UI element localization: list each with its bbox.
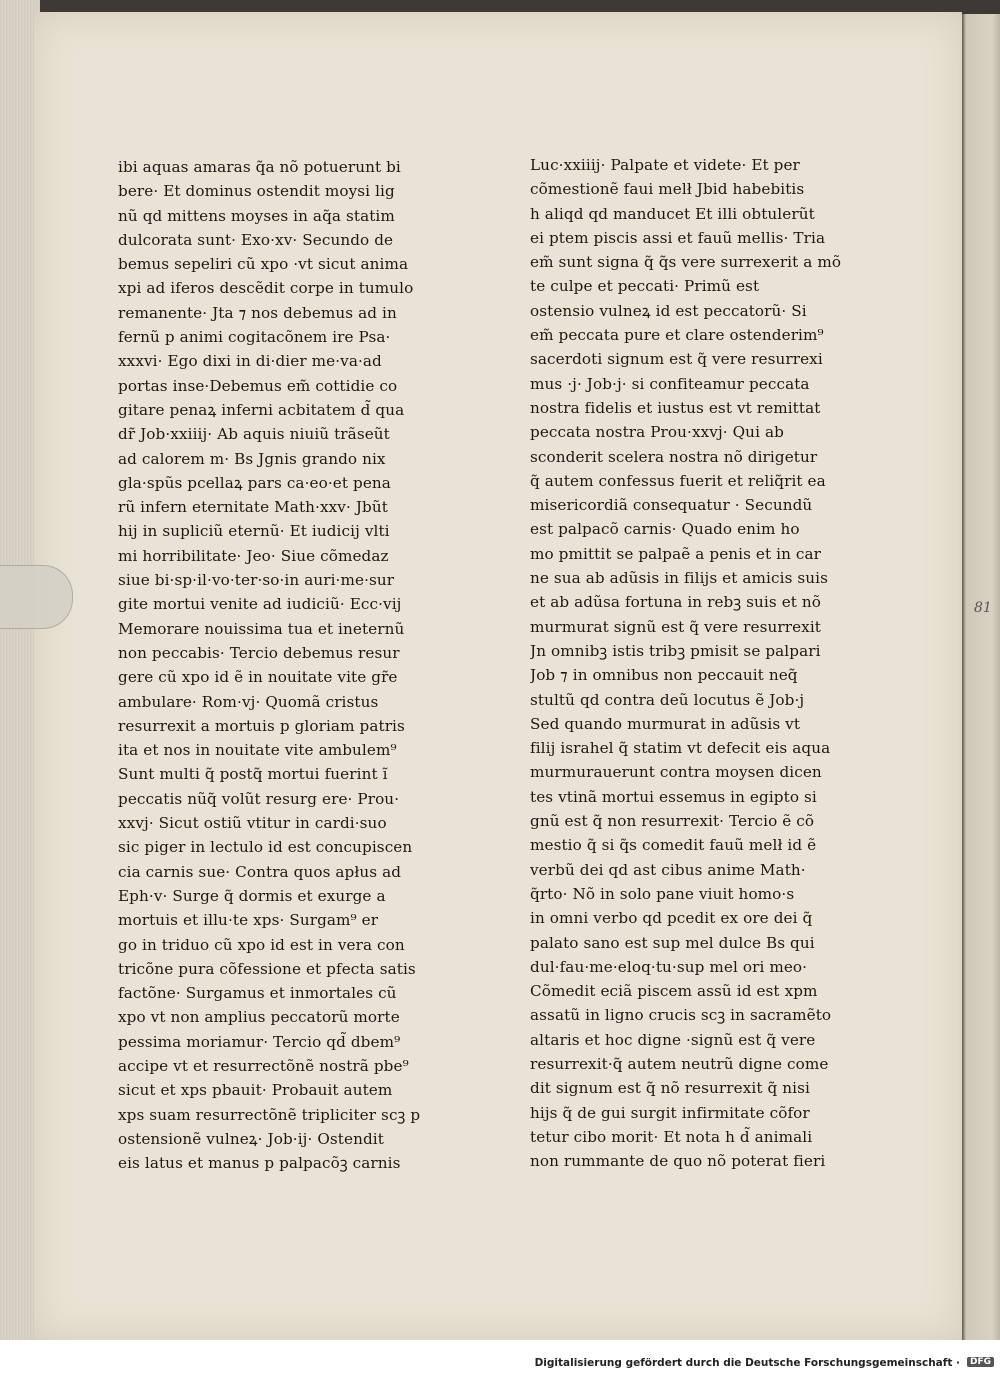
- text-line: q̃rto· Nõ in solo pane viuit homo·s: [530, 884, 795, 903]
- text-line: Sed quando murmurat in adũsis vt: [530, 714, 801, 733]
- text-line: gla·spũs pcellaꝝ pars ca·eo·et pena: [118, 473, 391, 492]
- text-line: Sunt multi q̃ postq̃ mortui fuerint ĩ: [118, 765, 388, 784]
- text-line: tricõne pura cõfessione et pfecta satis: [118, 959, 416, 978]
- text-line: em̃ peccata pure et clare ostenderim⁹: [530, 326, 824, 345]
- text-line: misericordiã consequatur · Secundũ: [530, 496, 813, 515]
- text-line: xps suam resurrectõnẽ tripliciter scꝫ p: [118, 1105, 421, 1124]
- text-line: Luc·xxiiij· Palpate et videte· Et per: [530, 156, 800, 174]
- text-line: resurrexit·q̃ autem neutrũ digne come: [530, 1054, 829, 1073]
- text-line: hij in supliciũ eternũ· Et iudicij vlti: [118, 522, 390, 541]
- text-line: sicut et xps pbauit· Probauit autem: [118, 1081, 393, 1100]
- text-line: pessima moriamur· Tercio qd̃ dbem⁹: [118, 1032, 401, 1051]
- text-line: mortuis et illu·te xps· Surgam⁹ er: [118, 911, 379, 930]
- text-line: mo pmittit se palpaẽ a penis et in car: [530, 544, 822, 563]
- text-line: xxxvi· Ego dixi in di·dier me·va·ad: [118, 352, 382, 371]
- text-line: Eph·v· Surge q̃ dormis et exurge a: [118, 886, 386, 905]
- text-line: h aliqd qd manducet Et illi obtulerũt: [530, 204, 815, 223]
- text-line: gere cũ xpo id ẽ in nouitate vite gr̃e: [118, 668, 398, 687]
- text-line: Memorare nouissima tua et ineternũ: [118, 619, 405, 638]
- text-line: sacerdoti signum est q̃ vere resurrexi: [530, 350, 823, 369]
- text-line: bere· Et dominus ostendit moysi lig: [118, 182, 395, 201]
- text-line: assatũ in ligno crucis scꝫ in sacramẽto: [530, 1006, 832, 1025]
- text-line: remanente· Jta ⁊ nos debemus ad in: [118, 303, 397, 322]
- text-line: murmurat signũ est q̃ vere resurrexit: [530, 617, 821, 636]
- text-line: et ab adũsa fortuna in rebꝫ suis et nõ: [530, 593, 822, 612]
- text-line: ambulare· Rom·vj· Quomã cristus: [118, 692, 379, 711]
- text-line: resurrexit a mortuis p gloriam patris: [118, 716, 405, 735]
- text-line: tes vtinã mortui essemus in egipto si: [530, 787, 817, 806]
- text-line: mi horribilitate· Jeo· Siue cõmedaz: [118, 546, 389, 565]
- text-line: ibi aquas amaras q̃a nõ potuerunt bi: [118, 158, 401, 176]
- text-line: gite mortui venite ad iudiciũ· Ecc·vij: [118, 595, 402, 614]
- text-line: non peccabis· Tercio debemus resur: [118, 643, 400, 662]
- text-line: est palpacõ carnis· Quado enim ho: [530, 520, 800, 539]
- text-line: ne sua ab adũsis in filijs et amicis suis: [530, 569, 829, 588]
- text-line: sconderit scelera nostra nõ dirigetur: [530, 447, 818, 466]
- text-line: Jn omnibꝫ istis tribꝫ pmisit se palpari: [530, 641, 821, 660]
- text-line: dulcorata sunt· Exo·xv· Secundo de: [118, 230, 394, 249]
- text-line: ostensio vulneꝝ id est peccatorũ· Si: [530, 301, 807, 320]
- text-line: cõmestionẽ faui melł Jbid habebitis: [530, 180, 805, 199]
- text-line: ei ptem piscis assi et fauũ mellis· Tria: [530, 228, 826, 247]
- text-line: te culpe et peccati· Primũ est: [530, 277, 760, 296]
- text-line: mus ·j· Job·j· si confiteamur peccata: [530, 374, 810, 393]
- dfg-logo: DFG: [967, 1357, 994, 1367]
- folio-number: 81: [974, 600, 992, 616]
- text-line: gnũ est q̃ non resurrexit· Tercio ẽ cõ: [530, 812, 815, 831]
- text-line: dit signum est q̃ nõ resurrexit q̃ nisi: [530, 1079, 810, 1098]
- digitization-footer: [0, 1340, 1000, 1373]
- text-line: portas inse·Debemus em̃ cottidie co: [118, 376, 398, 395]
- text-line: hijs q̃ de gui surgit infirmitate cõfor: [530, 1103, 810, 1122]
- text-line: dul·fau·me·eloq·tu·sup mel ori meo·: [530, 957, 808, 976]
- text-line: rũ infern eternitate Math·xxv· Jbũt: [118, 498, 388, 517]
- text-line: dr̃ Job·xxiiij· Ab aquis niuiũ trãseũt: [118, 425, 390, 444]
- text-line: altaris et hoc digne ·signũ est q̃ vere: [530, 1030, 816, 1049]
- left-text-column: [118, 155, 440, 1175]
- page-clip: [0, 565, 73, 629]
- text-line: ita et nos in nouitate vite ambulem⁹: [118, 741, 397, 760]
- text-line: non rummante de quo nõ poterat fieri: [530, 1152, 826, 1171]
- text-line: xpi ad iferos descẽdit corpe in tumulo: [118, 279, 414, 298]
- text-line: siue bi·sp·il·vo·ter·so·in auri·me·sur: [118, 571, 395, 590]
- text-line: verbũ dei qd ast cibus anime Math·: [530, 860, 806, 879]
- facing-page-edge: [962, 14, 1000, 1340]
- text-line: fernũ p animi cogitacõnem ire Psa·: [118, 328, 391, 347]
- text-line: murmurauerunt contra moysen dicen: [530, 763, 822, 782]
- text-line: peccatis nũq̃ volũt resurg ere· Prou·: [118, 789, 400, 808]
- text-line: in omni verbo qd pcedit ex ore dei q̃: [530, 909, 813, 928]
- text-line: sic piger in lectulo id est concupiscen: [118, 838, 413, 857]
- text-line: ostensionẽ vulneꝝ· Job·ij· Ostendit: [118, 1129, 384, 1148]
- text-line: gitare penaꝝ inferni acbitatem d̃ qua: [118, 400, 405, 419]
- text-line: q̃ autem confessus fuerit et reliq̃rit ea: [530, 471, 826, 490]
- text-line: palato sano est sup mel dulce Bs qui: [530, 933, 815, 952]
- text-line: stultũ qd contra deũ locutus ẽ Job·j: [530, 690, 805, 709]
- text-line: em̃ sunt signa q̃ q̃s vere surrexerit a mõ: [530, 253, 842, 272]
- text-line: xpo vt non amplius peccatorũ morte: [118, 1008, 400, 1027]
- text-line: peccata nostra Prou·xxvj· Qui ab: [530, 423, 784, 442]
- text-line: ad calorem m· Bs Jgnis grando nix: [118, 449, 386, 468]
- footer-credit: Digitalisierung gefördert durch die Deutsche Forschungsgemeinschaft ·: [534, 1357, 960, 1369]
- text-line: go in triduo cũ xpo id est in vera con: [118, 935, 405, 954]
- text-line: Cõmedit eciã piscem assũ id est xpm: [530, 982, 818, 1001]
- text-line: Job ⁊ in omnibus non peccauit neq̃: [530, 666, 798, 685]
- text-line: xxvj· Sicut ostiũ vtitur in cardi·suo: [118, 814, 387, 833]
- text-line: mestio q̃ si q̃s comedit fauũ melł id ẽ: [530, 836, 817, 855]
- text-line: tetur cibo morit· Et nota h d̃ animali: [530, 1127, 813, 1146]
- text-line: nostra fidelis et iustus est vt remittat: [530, 398, 821, 417]
- text-line: eis latus et manus p palpacõꝫ carnis: [118, 1154, 401, 1173]
- text-line: factõne· Surgamus et inmortales cũ: [118, 984, 397, 1003]
- text-line: filij israhel q̃ statim vt defecit eis aqua: [530, 739, 831, 758]
- text-line: cia carnis sue· Contra quos apłus ad: [118, 862, 402, 881]
- right-text-column: [530, 153, 852, 1173]
- text-line: accipe vt et resurrectõnẽ nostrã pbe⁹: [118, 1056, 409, 1075]
- text-line: bemus sepeliri cũ xpo ·vt sicut anima: [118, 255, 409, 274]
- text-line: nũ qd mittens moyses in aq̃a statim: [118, 206, 395, 225]
